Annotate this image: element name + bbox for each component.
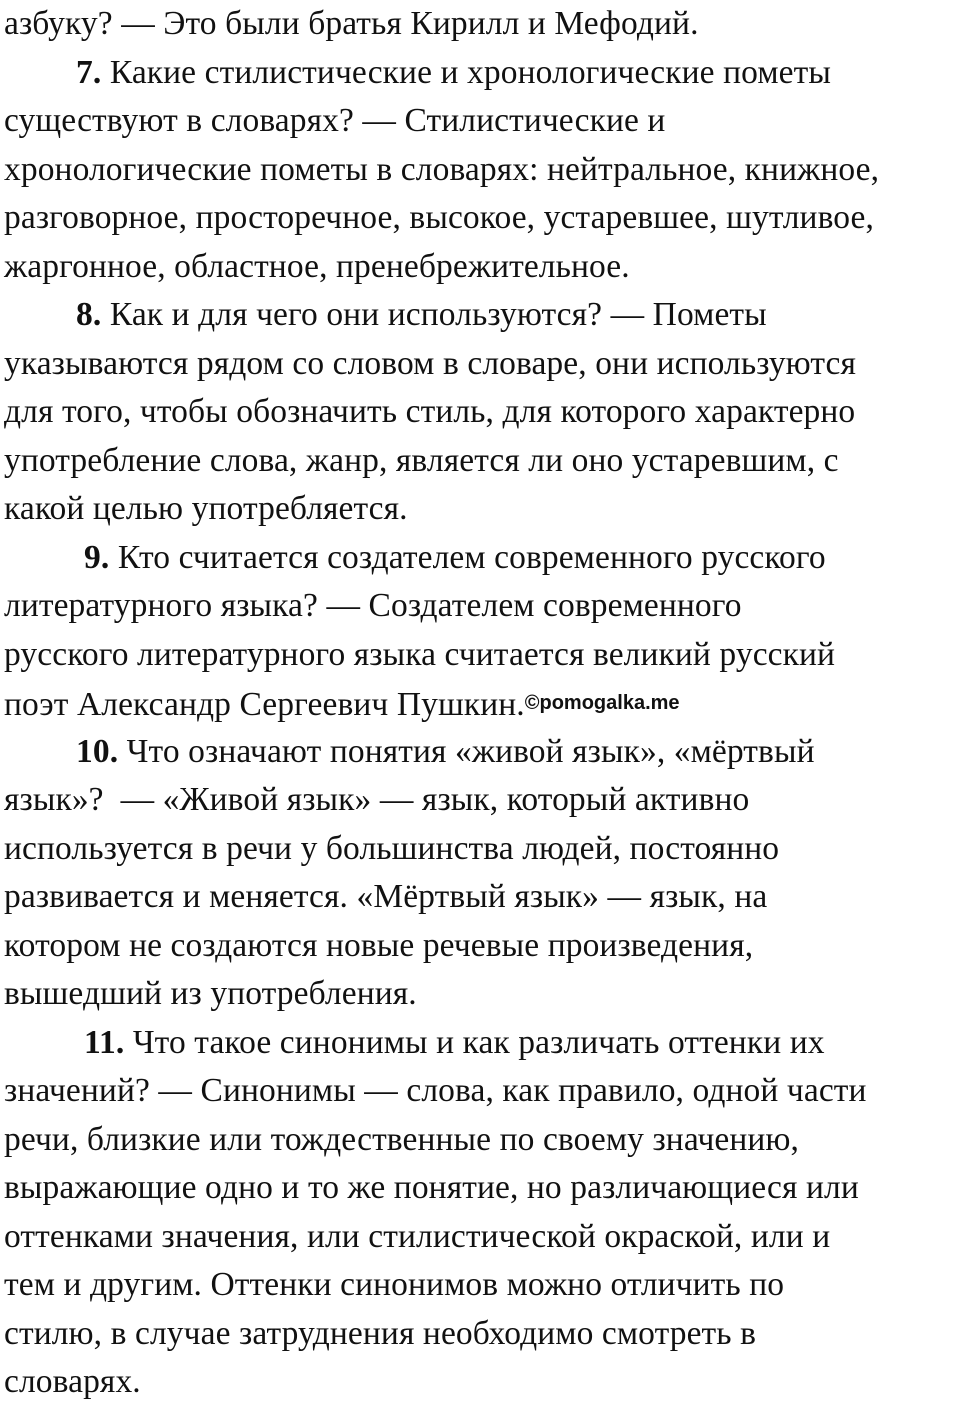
question-number-11: 11. (84, 1023, 125, 1061)
text-line: котором не создаются новые речевые произведения, (4, 926, 754, 964)
text-line: литературного языка? — Создателем современного (4, 587, 742, 624)
question-7-line (4, 49, 956, 98)
question-9-line (4, 534, 956, 583)
text-line: указываются рядом со словом в словаре, они используются (4, 344, 856, 382)
text-line: развивается и меняется. «Мёртвый язык» — язык, на (4, 878, 768, 915)
question-number-7: 7. (76, 53, 102, 91)
text-line: Что такое синонимы и как различать оттенки их (132, 1023, 825, 1061)
text-line: речи, близкие или тождественные по своему значению, (4, 1120, 800, 1158)
text-line: словарях. (4, 1363, 141, 1400)
text-line: азбуку? — Это были братья Кирилл и Мефодий. (4, 5, 699, 42)
text-line: русского литературного языка считается великий русский (4, 635, 836, 673)
text-line: используется в речи у большинства людей, постоянно (4, 829, 780, 867)
text-line: хронологические пометы в словарях: нейтральное, книжное, (4, 150, 880, 188)
text-line: Какие стилистические и хронологические пометы (109, 53, 831, 91)
text-line: какой целью употребляется. (4, 490, 408, 527)
text-line: Как и для чего они используются? — Пометы (109, 296, 767, 333)
watermark-logo: ©pomogalka.me (524, 692, 680, 714)
text-line: существуют в словарях? — Стилистические и (4, 102, 666, 139)
question-number-10: 10. (76, 732, 119, 770)
document-page (4, 0, 956, 1407)
question-number-8: 8. (76, 296, 102, 333)
text-line: выражающие одно и то же понятие, но различающиеся или (4, 1169, 859, 1206)
text-line: язык»? — «Живой язык» — язык, который активно (4, 781, 750, 818)
question-8-line (4, 291, 956, 340)
text-line: употребление слова, жанр, является ли оно устаревшим, с (4, 441, 839, 479)
question-10-line (4, 728, 956, 777)
text-line: поэт Александр Сергеевич Пушкин. (4, 686, 525, 723)
text-line: Кто считается создателем современного русского (117, 538, 826, 576)
text-line: оттенками значения, или стилистической окраской, или и (4, 1217, 831, 1255)
question-number-9: 9. (84, 538, 110, 576)
text-line: тем и другим. Оттенки синонимов можно отличить по (4, 1266, 785, 1303)
text-line: для того, чтобы обозначить стиль, для которого характерно (4, 393, 856, 430)
text-line: значений? — Синонимы — слова, как правило, одной части (4, 1072, 867, 1109)
text-line: разговорное, просторечное, высокое, устаревшее, шутливое, (4, 199, 874, 236)
question-11-line (4, 1019, 956, 1068)
text-line: Что означают понятия «живой язык», «мёртвый (126, 732, 815, 770)
text-line: жаргонное, областное, пренебрежительное. (4, 247, 630, 285)
text-line-with-watermark (4, 679, 956, 728)
text-line: вышедший из употребления. (4, 975, 417, 1012)
text-line: стилю, в случае затруднения необходимо смотреть в (4, 1314, 757, 1352)
